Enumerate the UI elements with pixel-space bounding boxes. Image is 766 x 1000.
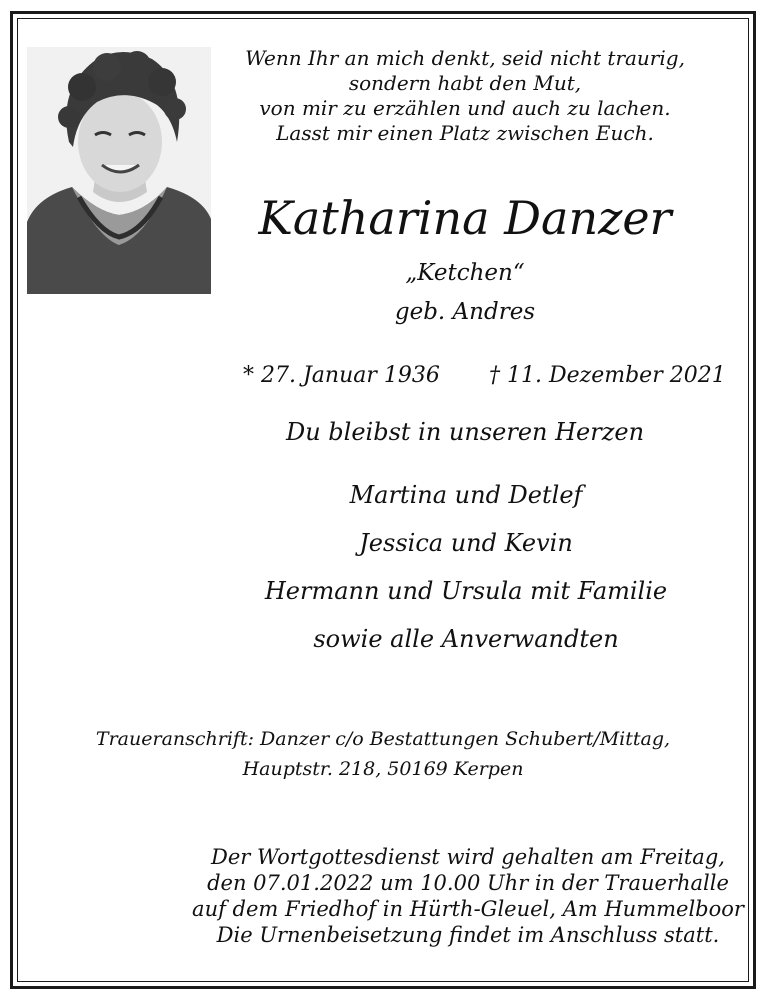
death-date: † 11. Dezember 2021 [489, 363, 726, 388]
deceased-name: Katharina Danzer [258, 191, 672, 245]
nickname: „Ketchen“ [405, 260, 525, 286]
poem-line: Wenn Ihr an mich denkt, seid nicht traurig, [245, 46, 685, 70]
birth-name: geb. Andres [394, 299, 536, 325]
birth-date: * 27. Januar 1936 [243, 363, 440, 388]
service-info [168, 844, 766, 948]
service-line: den 07.01.2022 um 10.00 Uhr in der Trauerhalle [207, 871, 729, 895]
service-line: auf dem Friedhof in Hürth-Gleuel, Am Hummelboor [192, 897, 744, 921]
motto: Du bleibst in unseren Herzen [285, 418, 645, 446]
portrait-photo [27, 47, 211, 294]
family-line: Hermann und Ursula mit Familie [264, 577, 668, 605]
mourning-address [83, 724, 683, 784]
family-line: Jessica und Kevin [359, 529, 573, 557]
family-line: Martina und Detlef [349, 481, 583, 509]
poem-line: von mir zu erzählen und auch zu lachen. [259, 96, 671, 120]
service-line: Die Urnenbeisetzung findet im Anschluss statt. [216, 923, 720, 947]
poem [215, 46, 715, 146]
address-line: Hauptstr. 218, 50169 Kerpen [242, 758, 524, 780]
poem-line: sondern habt den Mut, [348, 71, 582, 95]
address-line: Traueranschrift: Danzer c/o Bestattungen Schubert/Mittag, [95, 728, 671, 750]
service-line: Der Wortgottesdienst wird gehalten am Freitag, [211, 845, 725, 869]
family-line: sowie alle Anverwandten [313, 625, 619, 653]
poem-line: Lasst mir einen Platz zwischen Euch. [276, 121, 654, 145]
